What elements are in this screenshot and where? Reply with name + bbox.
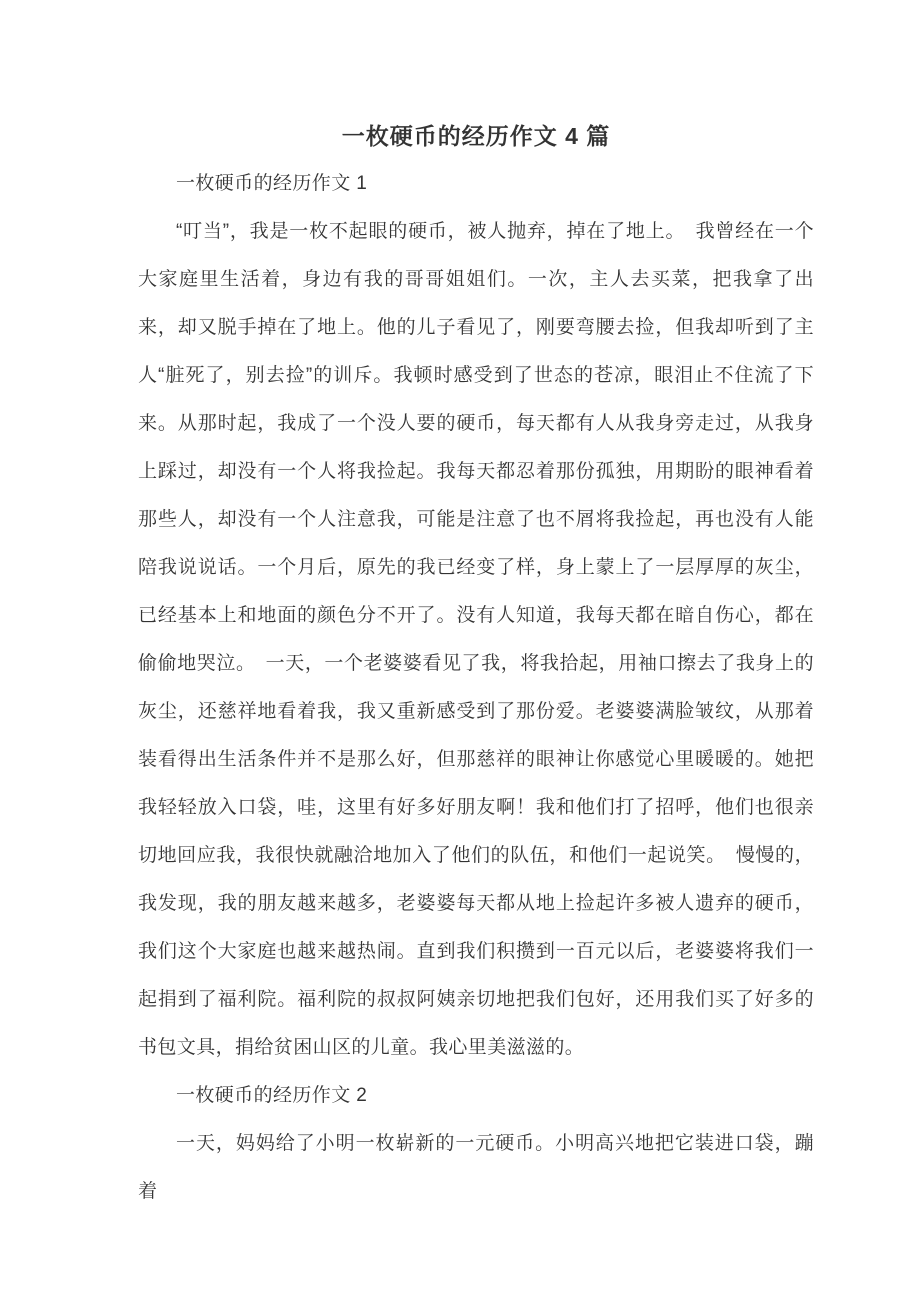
document-content	[138, 112, 814, 1216]
essay-section-1	[138, 160, 814, 1072]
essay-section-2	[138, 1072, 814, 1216]
document-title: 一枚硬币的经历作文 4 篇	[341, 123, 611, 149]
essay-1-heading: 一枚硬币的经历作文 1	[176, 173, 368, 194]
essay-1-paragraph: “叮当”，我是一枚不起眼的硬币，被人抛弃，掉在了地上。 我曾经在一个大家庭里生活着，身边有我的哥哥姐姐们。一次，主人去买菜，把我拿了出来，却又脱手掉在了地上。他的儿子看见了，刚要弯腰去捡，但我却听到了主人“脏死了，别去捡”的训斥。我顿时感受到了世态的苍凉，眼泪止不住流了下来。从那时起，我成了一个没人要的硬币，每天都有人从我身旁走过，从我身上踩过，却没有一个人将我捡起。我每天都忍着那份孤独，用期盼的眼神看着那些人，却没有一个人注意我，可能是注意了也不屑将我捡起，再也没有人能陪我说说话。一个月后，原先的我已经变了样，身上蒙上了一层厚厚的灰尘，已经基本上和地面的颜色分不开了。没有人知道，我每天都在暗自伤心，都在偷偷地哭泣。 一天，一个老婆婆看见了我，将我拾起，用袖口擦去了我身上的灰尘，还慈祥地看着我，我又重新感受到了那份爱。老婆婆满脸皱纹，从那着装看得出生活条件并不是那么好，但那慈祥的眼神让你感觉心里暖暖的。她把我轻轻放入口袋，哇，这里有好多好朋友啊！我和他们打了招呼，他们也很亲切地回应我，我很快就融洽地加入了他们的队伍，和他们一起说笑。 慢慢的，我发现，我的朋友越来越多，老婆婆每天都从地上捡起许多被人遗弃的硬币，我们这个大家庭也越来越热闹。直到我们积攒到一百元以后，老婆婆将我们一起捐到了福利院。福利院的叔叔阿姨亲切地把我们包好，还用我们买了好多的书包文具，捐给贫困山区的儿童。我心里美滋滋的。	[138, 221, 814, 1058]
essay-2-paragraph: 一天，妈妈给了小明一枚崭新的一元硬币。小明高兴地把它装进口袋，蹦着	[138, 1133, 814, 1202]
essay-2-heading: 一枚硬币的经历作文 2	[176, 1085, 368, 1106]
